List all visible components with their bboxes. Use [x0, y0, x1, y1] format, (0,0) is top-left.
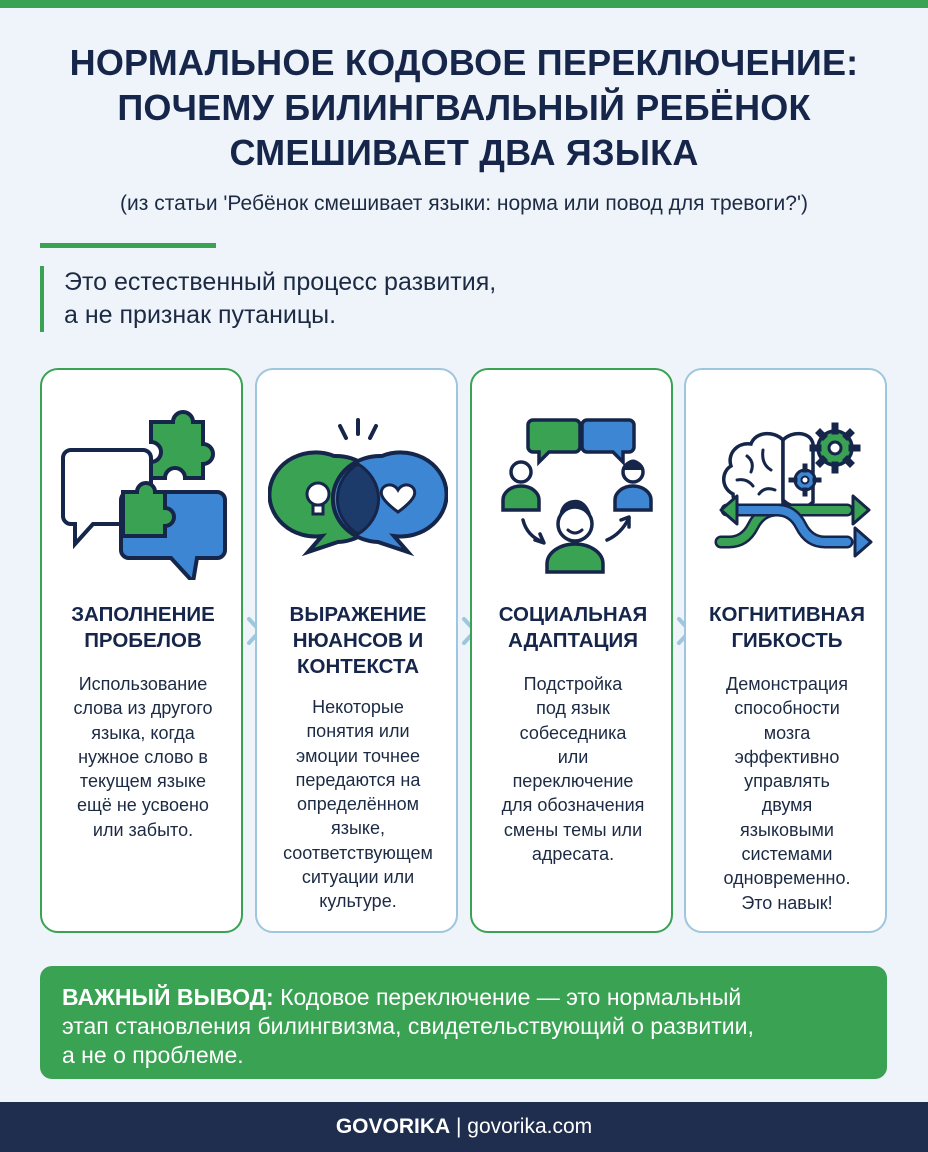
intro-line-1: Это естественный процесс развития,: [64, 268, 497, 296]
card-text-line: двумя: [761, 795, 813, 816]
card-description: [46, 672, 240, 842]
conclusion-line-1: [62, 983, 865, 1012]
card-filling-gaps: [40, 368, 243, 933]
card-text-line: ситуации или: [301, 867, 415, 888]
card-text-line: адресата.: [531, 844, 615, 865]
page-title: [20, 40, 908, 175]
card-text-line: эффективно: [734, 746, 840, 767]
card-text-line: под язык: [536, 698, 610, 719]
card-text-line: понятия или: [306, 721, 410, 742]
intro-quote: [40, 266, 740, 332]
card-text-line: собеседника: [519, 722, 627, 743]
card-text-line: переключение: [512, 771, 634, 792]
card-text-line: слова из другого: [73, 698, 213, 719]
conclusion-text: Кодовое переключение — это нормальный: [273, 984, 742, 1010]
card-text-line: Подстройка: [523, 674, 623, 694]
conclusion-line-2: этап становления билингвизма, свидетельствующий о развитии,: [62, 1013, 754, 1039]
card-text-line: Это навык!: [741, 892, 833, 913]
footer-brand: GOVORIKA: [335, 1115, 451, 1138]
conclusion-box: [40, 966, 887, 1079]
subtitle: (из статьи 'Ребёнок смешивает языки: норма или повод для тревоги?'): [120, 192, 808, 215]
brain-gears-arrows-icon: [697, 410, 877, 580]
footer-bar: [0, 1102, 928, 1152]
card-title-line: НЮАНСОВ И: [292, 629, 424, 652]
card-text-line: языка, когда: [91, 722, 195, 743]
card-text-line: системами: [741, 844, 833, 865]
card-text-line: нужное слово в: [78, 746, 208, 767]
card-social-adaptation: [470, 368, 673, 933]
card-text-line: эмоции точнее: [296, 745, 420, 766]
card-text-line: одновременно.: [723, 868, 851, 889]
card-text-line: Некоторые: [312, 697, 404, 717]
card-text-line: управлять: [744, 771, 830, 792]
card-description: [261, 695, 455, 914]
card-text-line: смены темы или: [503, 819, 643, 840]
card-title-line: ГИБКОСТЬ: [731, 629, 843, 652]
overlapping-bubbles-bulb-heart-icon: [268, 410, 448, 580]
footer-site-link[interactable]: | govorika.com: [450, 1115, 593, 1138]
card-text-line: мозга: [763, 722, 811, 743]
card-text-line: для обозначения: [501, 795, 645, 816]
card-title: [263, 602, 453, 680]
puzzle-speech-bubbles-icon: [53, 410, 233, 580]
card-text-line: способности: [734, 698, 840, 719]
card-title-line: ПРОБЕЛОВ: [84, 629, 202, 652]
card-text-line: или: [557, 746, 589, 767]
card-title-line: АДАПТАЦИЯ: [508, 629, 638, 652]
card-text-line: культуре.: [319, 891, 397, 912]
card-title: [692, 602, 882, 654]
title-divider: [40, 243, 216, 248]
title-line-3: СМЕШИВАЕТ ДВА ЯЗЫКА: [229, 132, 699, 173]
card-description: [690, 672, 884, 915]
card-text-line: текущем языке: [79, 771, 207, 792]
conclusion-line-3: а не о проблеме.: [62, 1042, 244, 1068]
card-title-line: ЗАПОЛНЕНИЕ: [71, 603, 215, 626]
card-title: [48, 602, 238, 654]
card-text-line: определённом: [296, 794, 420, 815]
card-text-line: или забыто.: [92, 819, 194, 840]
top-accent-bar: [0, 0, 928, 8]
card-cognitive-flexibility: [684, 368, 887, 933]
people-conversation-icon: [483, 410, 663, 580]
card-text-line: соответствующем: [283, 842, 433, 863]
card-text-line: Использование: [78, 674, 208, 694]
title-line-2: ПОЧЕМУ БИЛИНГВАЛЬНЫЙ РЕБЁНОК: [117, 87, 811, 128]
card-expressing-nuances: [255, 368, 458, 933]
title-line-1: НОРМАЛЬНОЕ КОДОВОЕ ПЕРЕКЛЮЧЕНИЕ:: [69, 42, 859, 83]
conclusion-label: ВАЖНЫЙ ВЫВОД:: [62, 984, 274, 1010]
card-title: [478, 602, 668, 654]
card-description: [476, 672, 670, 866]
card-title-line: КОНТЕКСТА: [296, 655, 420, 678]
card-text-line: передаются на: [295, 769, 421, 790]
card-title-line: КОГНИТИВНАЯ: [708, 603, 866, 626]
card-title-line: ВЫРАЖЕНИЕ: [289, 603, 427, 626]
card-text-line: языке,: [330, 818, 386, 839]
card-title-line: СОЦИАЛЬНАЯ: [498, 603, 648, 626]
card-text-line: ещё не усвоено: [77, 795, 209, 816]
card-text-line: Демонстрация: [726, 674, 848, 694]
intro-line-2: а не признак путаницы.: [64, 301, 337, 329]
card-text-line: языковыми: [740, 819, 834, 840]
